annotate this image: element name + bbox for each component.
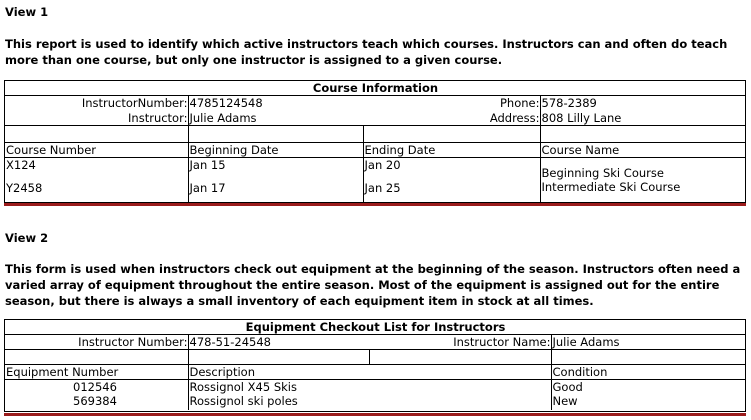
table-row-cell: Rossignol X45 Skis [189,380,297,394]
col-condition: Condition [551,365,745,380]
condition-cell [551,380,745,410]
col-ending-date: Ending Date [363,143,540,158]
instructor-number-label: InstructorNumber: [5,96,188,111]
table-row-cell: New [552,394,578,408]
course-info-title: Course Information [312,81,439,95]
table-row-cell: X124 [6,158,36,172]
table-row-cell: 012546 [73,380,117,394]
table-row-cell: Jan 25 [364,181,401,195]
view1-title: View 1 [5,5,49,19]
instructor-number-label: Instructor Number: [5,335,188,350]
table-row-cell: Y2458 [6,181,43,195]
col-beginning-date: Beginning Date [188,143,363,158]
col-equipment-number: Equipment Number [5,365,188,380]
beginning-date-cell [188,158,363,204]
course-information-table [4,80,746,203]
view1-description: This report is used to identify which active instructors teach which courses. Instructors can and often do teach more than one course, but only one instructor is assigned to a given course. [5,37,728,67]
view2-title: View 2 [5,231,49,245]
table-row-cell: Good [552,380,583,394]
table-row-cell: Jan 15 [189,158,226,172]
table-row-cell: Jan 20 [364,158,401,172]
course-number-cell [5,158,188,204]
view2-description: This form is used when instructors check out equipment at the beginning of the season. Instructors often need a varied array of equipment throughout the entire season. Most of the equipment is assigned out for the entire season, but there is always a small inventory of each equipment item in stock at all times. [5,262,741,308]
instructor-number-value: 4785124548 [188,96,363,111]
phone-label: Phone: [363,96,540,111]
instructor-name-label: Instructor Name: [369,335,551,350]
address-value: 808 Lilly Lane [540,111,745,126]
col-description: Description [188,365,551,380]
section-divider [4,203,746,206]
ending-date-cell [363,158,540,204]
col-course-number: Course Number [5,143,188,158]
address-label: Address: [489,110,540,125]
instructor-number-value: 478-51-24548 [188,335,369,350]
instructor-value: Julie Adams [188,111,363,126]
description-cell [188,380,551,410]
instructor-label: Instructor: [128,110,188,125]
equipment-table-title: Equipment Checkout List for Instructors [245,320,506,334]
section-divider [4,413,746,416]
equipment-number-cell [5,380,188,410]
table-row-cell: Intermediate Ski Course [541,180,681,194]
equipment-checkout-table [4,319,746,412]
phone-value: 578-2389 [540,96,745,111]
instructor-name-value: Julie Adams [551,335,745,350]
table-row-cell: Rossignol ski poles [189,394,298,408]
col-course-name: Course Name [540,143,745,158]
course-name-cell [540,158,745,204]
table-row-cell: 569384 [73,394,117,408]
table-row-cell: Beginning Ski Course [541,166,664,180]
table-row-cell: Jan 17 [189,181,226,195]
